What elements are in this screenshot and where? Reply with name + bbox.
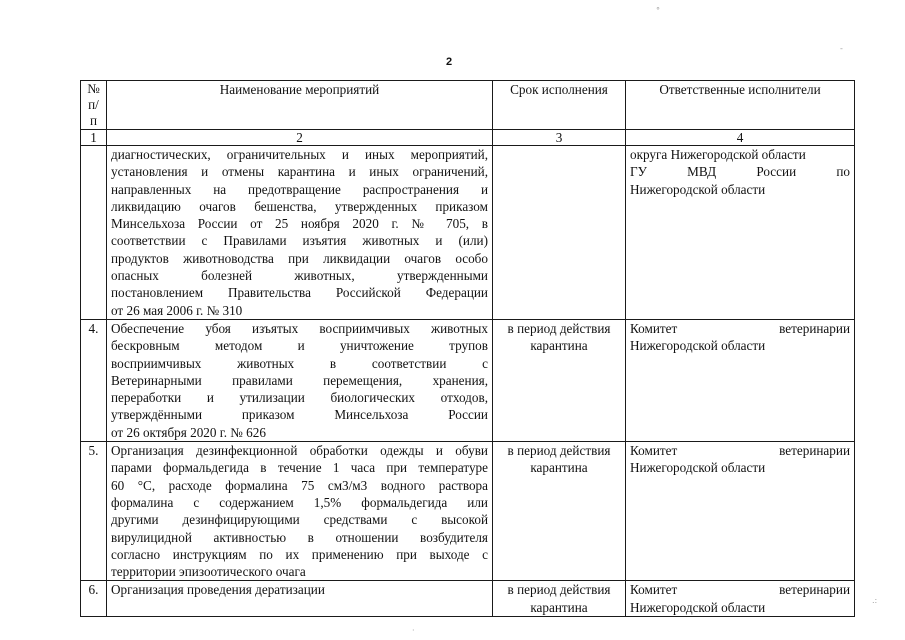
- text-line: 60 °С, расходе формалина 75 см3/м3 водного раствора: [111, 477, 488, 493]
- text-line: восприимчивых животных в соответствии с: [111, 355, 488, 371]
- text-line: от 26 октября 2020 г. № 626: [111, 424, 266, 440]
- text-line: согласно инструкциям по их применению при выходе с: [111, 546, 488, 562]
- text-line: направленных на предотвращение распространения и: [111, 181, 488, 197]
- executors-cell: [626, 581, 855, 617]
- text-line: установления и отмены карантина и иных ограничений,: [111, 164, 488, 180]
- scan-speck: -: [840, 44, 843, 53]
- text-line: вирулицидной активностью в отношении возбудителя: [111, 529, 488, 545]
- text-line: парами формальдегида в течение 1 часа при температуре: [111, 460, 488, 476]
- column-index-row: [81, 130, 855, 146]
- text-line: территории эпизоотического очага: [111, 564, 306, 580]
- table-row: [81, 581, 855, 617]
- text-line: Комитет ветеринарии: [630, 320, 850, 336]
- text-line: Комитет ветеринарии: [630, 582, 850, 598]
- text-line: опасных болезней животных, утвержденными: [111, 268, 488, 284]
- column-index: 1: [81, 130, 107, 146]
- measure-name: [107, 581, 493, 617]
- text-line: бескровным методом и уничтожение трупов: [111, 338, 488, 354]
- text-line: продуктов животноводства при ликвидации очагов особо: [111, 250, 488, 266]
- term-cell: [493, 581, 626, 617]
- executors-cell: [626, 319, 855, 441]
- row-number: 5.: [81, 442, 107, 581]
- table-header-row: [81, 81, 855, 130]
- text-line: ликвидацию очагов бешенства, утвержденных приказом: [111, 198, 488, 214]
- header-number: № п/п: [81, 81, 107, 130]
- header-term: Срок исполнения: [493, 81, 626, 130]
- text-line: Нижегородской области: [630, 460, 766, 476]
- measure-name: [107, 146, 493, 320]
- term-cell: [493, 319, 626, 441]
- scan-speck: °: [656, 6, 660, 15]
- measures-table: [80, 80, 855, 617]
- table-row: [81, 319, 855, 441]
- text-line: Нижегородской области: [630, 181, 766, 197]
- text-line: формалина с содержанием 1,5% формальдегида или: [111, 494, 488, 510]
- text-line: постановлением Правительства Российской Федерации: [111, 285, 488, 301]
- text-line: карантина: [530, 338, 588, 354]
- text-line: округа Нижегородской области: [630, 147, 806, 162]
- header-measure-name: Наименование мероприятий: [107, 81, 493, 130]
- term-cell: [493, 146, 626, 320]
- text-line: другими дезинфицирующими средствами с высокой: [111, 512, 488, 528]
- text-line: Нижегородской области: [630, 338, 766, 354]
- text-line: утверждёнными приказом Минсельхоза России: [111, 407, 488, 423]
- text-line: в период действия: [507, 320, 611, 336]
- text-line: Организация дезинфекционной обработки одежды и обуви: [111, 443, 488, 459]
- page-number: 2: [446, 56, 453, 68]
- executors-cell: [626, 146, 855, 320]
- executors-cell: [626, 442, 855, 581]
- text-line: соответствии с Правилами изъятия животных и (или): [111, 233, 488, 249]
- text-line: переработки и утилизации биологических отходов,: [111, 390, 488, 406]
- measure-name: [107, 319, 493, 441]
- text-line: в период действия: [507, 582, 611, 598]
- text-line: диагностических, ограничительных и иных мероприятий,: [111, 147, 488, 162]
- text-line: Обеспечение убоя изъятых восприимчивых животных: [111, 320, 488, 336]
- term-cell: [493, 442, 626, 581]
- text-line: Нижегородской области: [630, 599, 766, 615]
- column-index: 4: [626, 130, 855, 146]
- column-index: 2: [107, 130, 493, 146]
- text-line: в период действия: [507, 443, 611, 459]
- text-line: Ветеринарными правилами перемещения, хранения,: [111, 372, 488, 388]
- measure-name: [107, 442, 493, 581]
- text-line: ГУ МВД России по: [630, 164, 850, 180]
- table-row: [81, 442, 855, 581]
- text-line: Организация проведения дератизации: [111, 582, 325, 598]
- row-number: [81, 146, 107, 320]
- scan-speck: .:: [872, 596, 878, 605]
- column-index: 3: [493, 130, 626, 146]
- text-line: карантина: [530, 460, 588, 476]
- header-executors: Ответственные исполнители: [626, 81, 855, 130]
- text-line: Минсельхоза России от 25 ноября 2020 г. № 705, в: [111, 216, 488, 232]
- text-line: карантина: [530, 599, 588, 615]
- text-line: Комитет ветеринарии: [630, 443, 850, 459]
- scan-speck: ·: [412, 626, 415, 635]
- row-number: 6.: [81, 581, 107, 617]
- table-row: [81, 146, 855, 320]
- row-number: 4.: [81, 319, 107, 441]
- text-line: от 26 мая 2006 г. № 310: [111, 302, 243, 318]
